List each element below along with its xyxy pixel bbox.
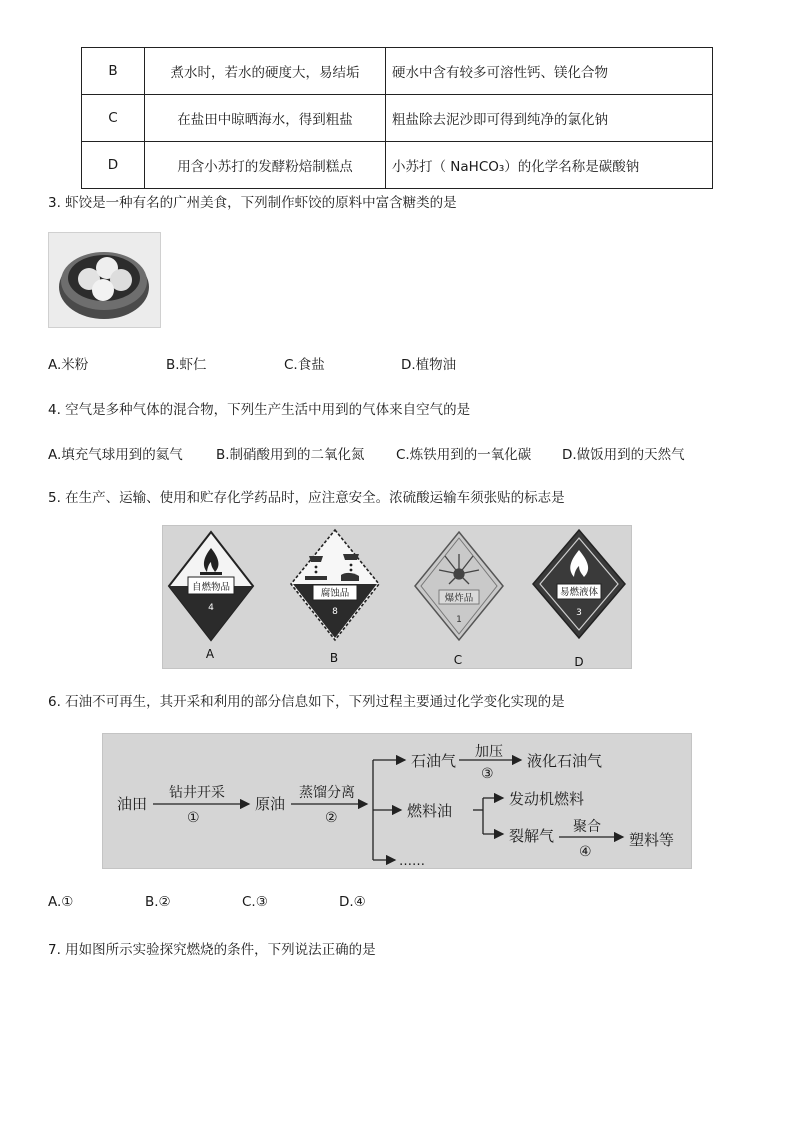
node-engine-fuel: 发动机燃料 [509, 790, 585, 808]
q7-stem: 7. 用如图所示实验探究燃烧的条件，下列说法正确的是 [48, 942, 376, 958]
explanation-cell: 小苏打（ NaHCO₃）的化学名称是碳酸钠 [386, 142, 713, 189]
hazard-sign-d[interactable] [533, 530, 625, 668]
sign-a-letter: A [205, 647, 215, 661]
shrimp-dumpling-photo [48, 232, 161, 328]
sign-a-number: 4 [208, 603, 214, 613]
q5-stem: 5. 在生产、运输、使用和贮存化学药品时，应注意安全。浓硫酸运输车须张贴的标志是 [48, 490, 565, 506]
q6-stem: 6. 石油不可再生，其开采和利用的部分信息如下，下列过程主要通过化学变化实现的是 [48, 694, 565, 710]
label-polymerize: 聚合 [573, 819, 601, 835]
q3-stem: 3. 虾饺是一种有名的广州美食，下列制作虾饺的原料中富含糖类的是 [48, 195, 457, 211]
q6-option-d[interactable]: D.④ [339, 894, 366, 910]
node-more: …… [399, 854, 425, 868]
node-lpg: 液化石油气 [527, 752, 603, 770]
q4-option-c[interactable]: C.炼铁用到的一氧化碳 [396, 447, 532, 463]
options-table [81, 47, 713, 189]
table-row [82, 48, 713, 95]
label-distillation: 蒸馏分离 [299, 785, 355, 801]
sign-b-letter: B [329, 651, 339, 665]
node-crude-oil: 原油 [255, 795, 286, 813]
node-oilfield: 油田 [117, 795, 148, 813]
node-petroleum-gas: 石油气 [411, 752, 457, 770]
explanation-cell: 硬水中含有较多可溶性钙、镁化合物 [386, 48, 713, 95]
sign-c-letter: C [453, 653, 463, 667]
hazard-sign-b[interactable] [291, 530, 379, 665]
label-step-2: ② [325, 810, 338, 826]
label-step-3: ③ [481, 766, 494, 782]
q6-option-a[interactable]: A.① [48, 894, 74, 910]
label-pressurize: 加压 [475, 744, 503, 760]
q3-option-b[interactable]: B.虾仁 [166, 357, 207, 373]
option-letter: C [82, 95, 145, 142]
table-row [82, 142, 713, 189]
q4-option-d[interactable]: D.做饭用到的天然气 [562, 447, 685, 463]
q3-option-d[interactable]: D.植物油 [401, 357, 457, 373]
hazard-signs-panel [162, 525, 632, 669]
q4-option-a[interactable]: A.填充气球用到的氦气 [48, 447, 183, 463]
sign-d-letter: D [574, 655, 584, 668]
sign-d-number: 3 [576, 608, 582, 618]
option-letter: B [82, 48, 145, 95]
q6-option-c[interactable]: C.③ [242, 894, 268, 910]
q3-option-c[interactable]: C.食盐 [284, 357, 325, 373]
q6-option-b[interactable]: B.② [145, 894, 171, 910]
option-letter: D [82, 142, 145, 189]
hazard-sign-c[interactable] [415, 532, 503, 667]
node-cracked-gas: 裂解气 [509, 827, 555, 845]
label-step-1: ① [187, 810, 200, 826]
node-plastics: 塑料等 [629, 831, 675, 849]
q4-stem: 4. 空气是多种气体的混合物，下列生产生活中用到的气体来自空气的是 [48, 402, 471, 418]
label-step-4: ④ [579, 844, 592, 860]
label-drilling: 钻井开采 [169, 785, 225, 801]
node-fuel-oil: 燃料油 [407, 802, 453, 820]
table-row [82, 95, 713, 142]
situation-cell: 在盐田中晾晒海水，得到粗盐 [145, 95, 386, 142]
explanation-cell: 粗盐除去泥沙即可得到纯净的氯化钠 [386, 95, 713, 142]
sign-b-label: 腐蚀品 [320, 588, 350, 599]
sign-c-label: 爆炸品 [444, 593, 474, 604]
q3-option-a[interactable]: A.米粉 [48, 357, 89, 373]
sign-d-label: 易燃液体 [559, 587, 599, 598]
situation-cell: 用含小苏打的发酵粉焙制糕点 [145, 142, 386, 189]
petroleum-flow-diagram [102, 733, 692, 869]
q4-option-b[interactable]: B.制硝酸用到的二氧化氮 [216, 447, 365, 463]
situation-cell: 煮水时，若水的硬度大，易结垢 [145, 48, 386, 95]
hazard-sign-a[interactable] [169, 532, 253, 661]
sign-c-number: 1 [456, 615, 462, 625]
sign-b-number: 8 [332, 607, 338, 617]
sign-a-label: 自燃物品 [191, 582, 231, 593]
